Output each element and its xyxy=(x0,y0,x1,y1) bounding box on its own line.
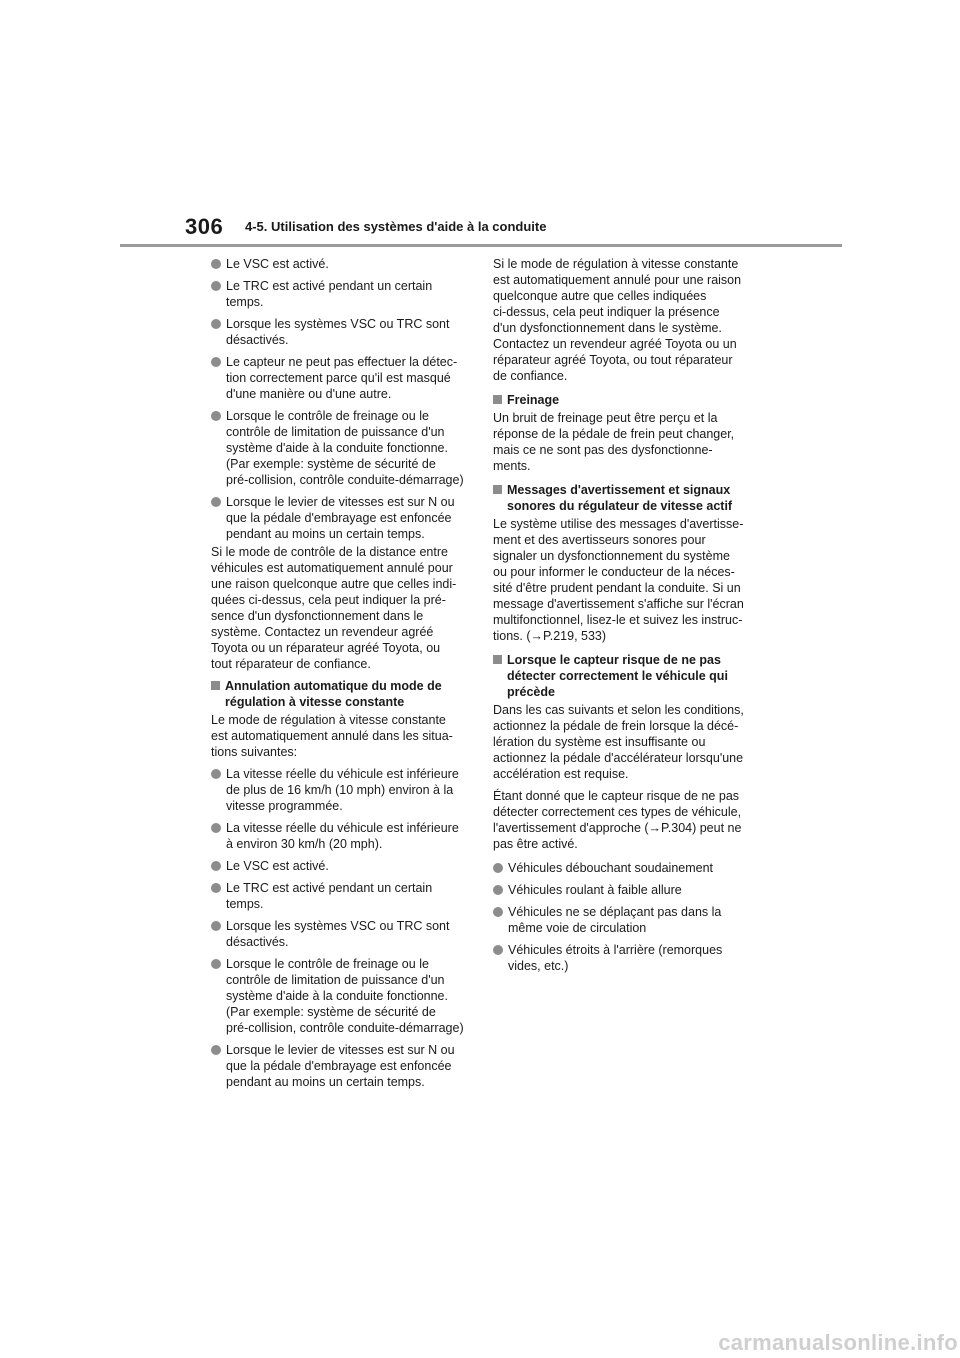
list-item xyxy=(493,904,753,936)
section-heading-text: Lorsque le capteur risque de ne pas détecter correctement le véhicule qui précède xyxy=(507,653,728,699)
bullet-icon xyxy=(211,259,221,269)
list-item-text: Lorsque le contrôle de freinage ou le contrôle de limitation de puissance d'un système d'aide à la conduite fonctionne. (Par exemple: système de sécurité de pré-collision, contrôle conduite-démarrage) xyxy=(226,409,464,487)
list-item-text: La vitesse réelle du véhicule est inférieure de plus de 16 km/h (10 mph) environ à la vitesse programmée. xyxy=(226,767,459,813)
list-item-text: Le capteur ne peut pas effectuer la détec- tion correctement parce qu'il est masqué d'une manière ou d'une autre. xyxy=(226,355,458,401)
section-heading xyxy=(493,652,753,700)
paragraph: Un bruit de freinage peut être perçu et la réponse de la pédale de frein peut changer, mais ce ne sont pas des dysfonctionne- ments. xyxy=(493,411,735,473)
bullet-icon xyxy=(493,863,503,873)
square-bullet-icon xyxy=(211,681,220,690)
list-item xyxy=(211,278,474,310)
list-item-text: Lorsque le levier de vitesses est sur N ou que la pédale d'embrayage est enfoncée pendant au moins un certain temps. xyxy=(226,495,455,541)
square-bullet-icon xyxy=(493,655,502,664)
list-item-text: Véhicules débouchant soudainement xyxy=(508,861,714,875)
list-item-text: La vitesse réelle du véhicule est inférieure à environ 30 km/h (20 mph). xyxy=(226,821,459,851)
bullet-icon xyxy=(211,357,221,367)
list-item-text: Lorsque les systèmes VSC ou TRC sont désactivés. xyxy=(226,317,450,347)
section-heading xyxy=(493,392,753,408)
list-item xyxy=(211,1042,474,1090)
bullet-icon xyxy=(211,921,221,931)
paragraph: Le système utilise des messages d'avertisse- ment et des avertisseurs sonores pour signaler un dysfonctionnement du système ou pour informer le conducteur de la néces- sité d'être prudent pendant la conduite. Si un message d'avertissement s'affiche sur l'écran multifonctionnel, lisez-le et suivez les instruc- tions. (→P.219, 533) xyxy=(493,517,744,643)
section-heading xyxy=(493,482,753,514)
list-item xyxy=(493,860,753,876)
list-item-text: Véhicules étroits à l'arrière (remorques vides, etc.) xyxy=(508,943,723,973)
page-number: 306 xyxy=(185,214,224,239)
section-heading xyxy=(211,678,474,710)
section-heading-text: Annulation automatique du mode de régulation à vitesse constante xyxy=(225,679,442,709)
bullet-icon xyxy=(211,883,221,893)
list-item-text: Le TRC est activé pendant un certain temps. xyxy=(226,279,433,309)
paragraph: Le mode de régulation à vitesse constante est automatiquement annulé dans les situa- tions suivantes: xyxy=(211,713,453,759)
paragraph: Si le mode de contrôle de la distance entre véhicules est automatiquement annulé pour une raison quelconque autre que celles indi- quées ci-dessus, cela peut indiquer la pré- sence d'un dysfonctionnement dans le système. Contactez un revendeur agréé Toyota ou un réparateur agréé Toyota, ou tout réparateur de confiance. xyxy=(211,545,457,671)
list-item-text: Lorsque les systèmes VSC ou TRC sont désactivés. xyxy=(226,919,450,949)
list-item xyxy=(211,956,474,1036)
section-title: 4-5. Utilisation des systèmes d'aide à la conduite xyxy=(245,219,547,234)
bullet-icon xyxy=(211,281,221,291)
square-bullet-icon xyxy=(493,395,502,404)
list-item xyxy=(211,354,474,402)
list-item-text: Véhicules roulant à faible allure xyxy=(508,883,682,897)
list-item-text: Le TRC est activé pendant un certain temps. xyxy=(226,881,433,911)
list-item-text: Lorsque le contrôle de freinage ou le contrôle de limitation de puissance d'un système d'aide à la conduite fonctionne. (Par exemple: système de sécurité de pré-collision, contrôle conduite-démarrage) xyxy=(226,957,464,1035)
list-item-text: Véhicules ne se déplaçant pas dans la même voie de circulation xyxy=(508,905,722,935)
square-bullet-icon xyxy=(493,485,502,494)
paragraph: Étant donné que le capteur risque de ne pas détecter correctement ces types de véhicule, l'avertissement d'approche (→P.304) peut ne pas être activé. xyxy=(493,789,742,851)
list-item xyxy=(211,316,474,348)
list-item xyxy=(493,942,753,974)
section-heading-text: Freinage xyxy=(507,393,560,407)
bullet-icon xyxy=(211,769,221,779)
right-column xyxy=(493,256,753,980)
watermark: carmanualsonline.info xyxy=(718,1330,958,1355)
list-item xyxy=(211,918,474,950)
bullet-icon xyxy=(493,885,503,895)
bullet-icon xyxy=(211,959,221,969)
bullet-icon xyxy=(493,945,503,955)
list-item xyxy=(211,494,474,542)
header-rule xyxy=(120,244,842,247)
list-item-text: Le VSC est activé. xyxy=(226,859,329,873)
paragraph: Dans les cas suivants et selon les conditions, actionnez la pédale de frein lorsque la décé- lération du système est insuffisante ou actionnez la pédale d'accélérateur lorsqu'une accélération est requise. xyxy=(493,703,744,781)
bullet-icon xyxy=(211,823,221,833)
list-item xyxy=(211,766,474,814)
bullet-icon xyxy=(211,411,221,421)
list-item xyxy=(211,256,474,272)
list-item xyxy=(211,408,474,488)
list-item xyxy=(493,882,753,898)
list-item-text: Lorsque le levier de vitesses est sur N ou que la pédale d'embrayage est enfoncée pendant au moins un certain temps. xyxy=(226,1043,455,1089)
paragraph: Si le mode de régulation à vitesse constante est automatiquement annulé pour une raison quelconque autre que celles indiquées ci-dessus, cela peut indiquer la présence d'un dysfonctionnement dans le système. Contactez un revendeur agréé Toyota ou un réparateur agréé Toyota, ou tout réparateur de confiance. xyxy=(493,257,742,383)
bullet-icon xyxy=(211,861,221,871)
list-item xyxy=(211,858,474,874)
bullet-icon xyxy=(211,319,221,329)
bullet-icon xyxy=(211,497,221,507)
list-item-text: Le VSC est activé. xyxy=(226,257,329,271)
list-item xyxy=(211,820,474,852)
bullet-icon xyxy=(493,907,503,917)
list-item xyxy=(211,880,474,912)
section-heading-text: Messages d'avertissement et signaux sonores du régulateur de vitesse actif xyxy=(507,483,733,513)
left-column xyxy=(211,256,474,1096)
bullet-icon xyxy=(211,1045,221,1055)
